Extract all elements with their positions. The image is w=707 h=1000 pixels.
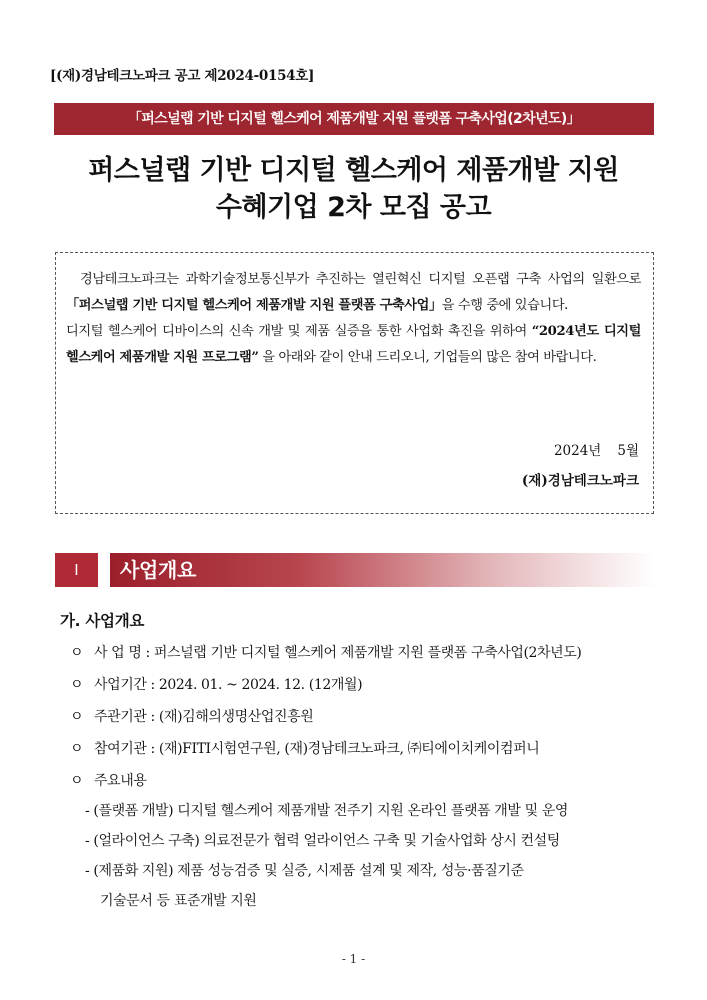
section-number: Ⅰ xyxy=(55,553,98,587)
project-title-bar: 「퍼스널랩 기반 디지털 헬스케어 제품개발 지원 플랫폼 구축사업(2차년도)」 xyxy=(54,103,654,135)
bullet-icon: ㅇ xyxy=(70,677,84,693)
sub-list-item-continuation: 기술문서 등 표준개발 지원 xyxy=(100,893,257,909)
item-main-content: 주요내용 xyxy=(94,773,147,789)
notice-p1-end: 을 수행 중에 있습니다. xyxy=(441,298,568,313)
notice-box xyxy=(55,252,654,514)
list-item xyxy=(70,674,362,694)
bullet-icon: ㅇ xyxy=(70,645,84,661)
notice-p1-bold: 「퍼스널랩 기반 디지털 헬스케어 제품개발 지원 플랫폼 구축사업」 xyxy=(66,298,442,313)
main-title-line-1: 퍼스널랩 기반 디지털 헬스케어 제품개발 지원 xyxy=(88,155,619,186)
list-item xyxy=(70,770,147,790)
notice-date-year: 2024년 xyxy=(553,443,602,459)
notice-p2-bold: “2024년도 디지털 헬스케어 제품개발 지원 프로그램” xyxy=(66,324,641,365)
section-title: 사업개요 xyxy=(110,553,655,587)
bullet-icon: ㅇ xyxy=(70,741,84,757)
bullet-icon: ㅇ xyxy=(70,773,84,789)
item-project-name: 사 업 명 : 퍼스널랩 기반 디지털 헬스케어 제품개발 지원 플랫폼 구축사업(2차년도) xyxy=(94,645,582,661)
document-number: [(재)경남테크노파크 공고 제2024-0154호] xyxy=(50,68,315,84)
section-header xyxy=(55,553,655,587)
list-item xyxy=(70,642,581,662)
notice-organization: (재)경남테크노파크 xyxy=(521,473,639,489)
subsection-heading: 가. 사업개요 xyxy=(60,612,145,630)
list-item xyxy=(70,706,313,726)
item-project-period: 사업기간 : 2024. 01. ~ 2024. 12. (12개월) xyxy=(94,677,363,693)
sub-list-item: - (얼라이언스 구축) 의료전문가 협력 얼라이언스 구축 및 기술사업화 상시 컨설팅 xyxy=(85,833,560,849)
sub-list-item: - (플랫폼 개발) 디지털 헬스케어 제품개발 전주기 지원 온라인 플랫폼 개발 및 운영 xyxy=(85,803,569,819)
item-lead-agency: 주관기관 : (재)김해의생명산업진흥원 xyxy=(94,709,314,725)
notice-p1-text: 경남테크노파크는 과학기술정보통신부가 추진하는 열린혁신 디지털 오픈랩 구축 사업의 일환으로 xyxy=(80,272,641,287)
page-number: - 1 - xyxy=(341,952,366,966)
notice-p2-end: 을 아래와 같이 안내 드리오니, 기업들의 많은 참여 바랍니다. xyxy=(258,350,597,365)
bullet-icon: ㅇ xyxy=(70,709,84,725)
notice-date-month: 5월 xyxy=(617,443,639,459)
item-participants: 참여기관 : (재)FITI시험연구원, (재)경남테크노파크, ㈜티에이치케이컴퍼니 xyxy=(94,741,540,757)
sub-list-item: - (제품화 지원) 제품 성능검증 및 실증, 시제품 설계 및 제작, 성능·품질기준 xyxy=(85,863,524,879)
notice-paragraph-1 xyxy=(66,267,641,319)
main-title-line-2: 수혜기업 2차 모집 공고 xyxy=(215,192,492,223)
notice-paragraph-2 xyxy=(66,319,641,371)
notice-p2-text: 디지털 헬스케어 디바이스의 신속 개발 및 제품 실증을 통한 사업화 촉진을 위하여 xyxy=(66,324,532,339)
list-item xyxy=(70,738,539,758)
notice-date xyxy=(538,439,639,459)
